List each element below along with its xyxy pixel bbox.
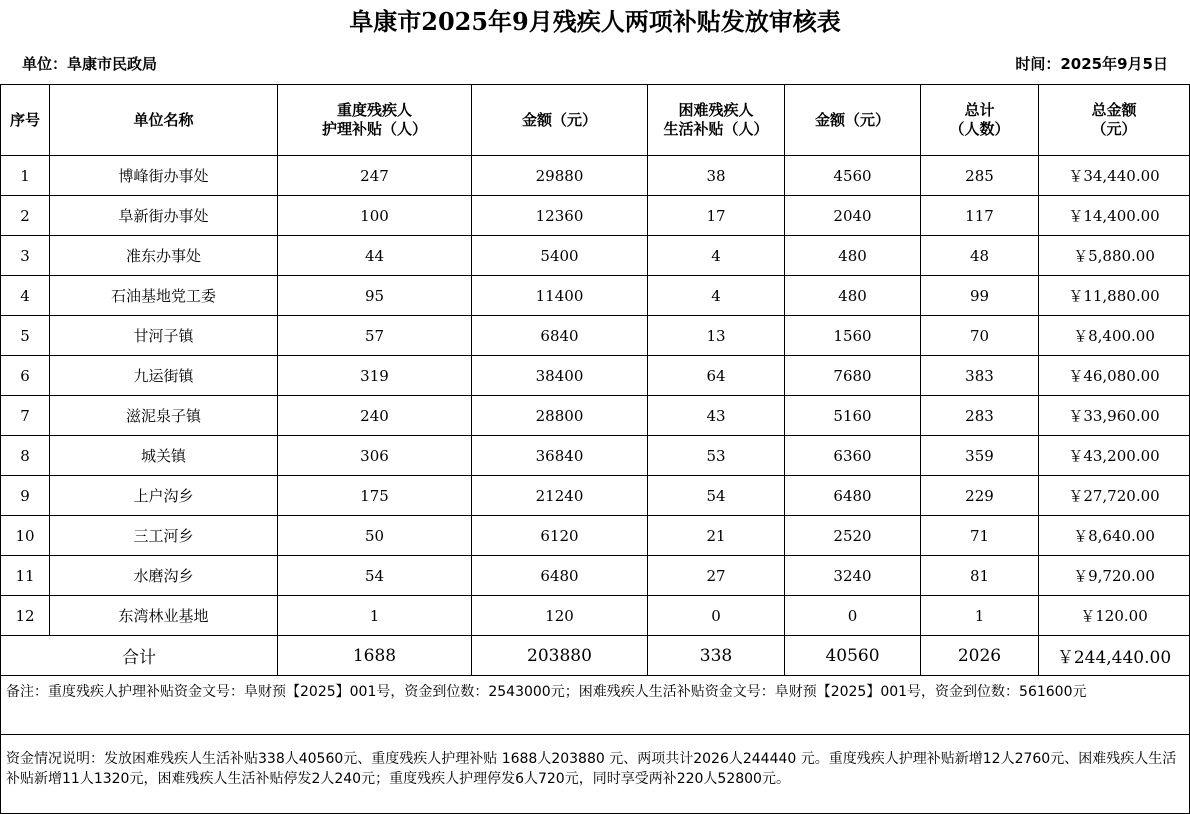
header-hardship-count-line1: 困难残疾人 [678,101,754,119]
header-severe-count-line2: 护理补贴（人） [321,120,427,138]
header-severe-count [278,85,472,156]
cell-seq: 7 [1,396,50,436]
total-severe-amount: 203880 [472,636,648,676]
total-severe-count: 1688 [278,636,472,676]
header-total-amount [1039,85,1190,156]
cell-severe-count: 54 [278,556,472,596]
cell-total-amount: ￥120.00 [1039,596,1190,636]
cell-hardship-count: 13 [648,316,785,356]
header-total-amount-line2: （元） [1091,120,1137,138]
table-row [1,316,1190,356]
header-hardship-amount: 金额（元） [785,85,921,156]
total-label: 合计 [1,636,278,676]
table-row [1,276,1190,316]
cell-severe-count: 44 [278,236,472,276]
cell-hardship-count: 21 [648,516,785,556]
cell-severe-count: 50 [278,516,472,556]
cell-total-amount: ￥11,880.00 [1039,276,1190,316]
cell-seq: 4 [1,276,50,316]
cell-unit-name: 上户沟乡 [50,476,278,516]
cell-unit-name: 准东办事处 [50,236,278,276]
funding-note: 备注：重度残疾人护理补贴资金文号：阜财预【2025】001号，资金到位数：2543000元；困难残疾人生活补贴资金文号：阜财预【2025】001号，资金到位数：561600元 [1,676,1190,735]
cell-hardship-count: 4 [648,276,785,316]
cell-severe-count: 247 [278,156,472,196]
cell-total-amount: ￥34,440.00 [1039,156,1190,196]
table-row [1,516,1190,556]
total-total-amount: ￥244,440.00 [1039,636,1190,676]
cell-hardship-amount: 6360 [785,436,921,476]
cell-severe-amount: 11400 [472,276,648,316]
cell-severe-amount: 6120 [472,516,648,556]
cell-total-count: 99 [921,276,1039,316]
cell-total-count: 117 [921,196,1039,236]
cell-hardship-count: 64 [648,356,785,396]
cell-seq: 5 [1,316,50,356]
cell-unit-name: 水磨沟乡 [50,556,278,596]
cell-severe-amount: 38400 [472,356,648,396]
table-header-row [1,85,1190,156]
cell-unit-name: 甘河子镇 [50,316,278,356]
cell-severe-amount: 28800 [472,396,648,436]
cell-seq: 3 [1,236,50,276]
cell-hardship-count: 38 [648,156,785,196]
cell-hardship-amount: 5160 [785,396,921,436]
cell-total-amount: ￥14,400.00 [1039,196,1190,236]
cell-severe-count: 306 [278,436,472,476]
cell-total-amount: ￥33,960.00 [1039,396,1190,436]
cell-total-amount: ￥8,640.00 [1039,516,1190,556]
cell-seq: 6 [1,356,50,396]
cell-severe-amount: 120 [472,596,648,636]
header-seq: 序号 [1,85,50,156]
cell-hardship-amount: 6480 [785,476,921,516]
cell-severe-count: 57 [278,316,472,356]
cell-total-amount: ￥27,720.00 [1039,476,1190,516]
cell-total-count: 81 [921,556,1039,596]
cell-total-count: 229 [921,476,1039,516]
cell-hardship-count: 0 [648,596,785,636]
cell-hardship-amount: 7680 [785,356,921,396]
cell-hardship-count: 17 [648,196,785,236]
table-row [1,236,1190,276]
unit-label: 单位：阜康市民政局 [22,55,158,73]
cell-total-amount: ￥5,880.00 [1039,236,1190,276]
cell-hardship-amount: 3240 [785,556,921,596]
cell-total-count: 359 [921,436,1039,476]
cell-severe-count: 240 [278,396,472,436]
cell-severe-count: 319 [278,356,472,396]
cell-severe-amount: 6480 [472,556,648,596]
cell-total-amount: ￥43,200.00 [1039,436,1190,476]
cell-total-amount: ￥46,080.00 [1039,356,1190,396]
cell-hardship-amount: 0 [785,596,921,636]
subsidy-table [0,84,1190,814]
total-total-count: 2026 [921,636,1039,676]
funding-explanation: 资金情况说明：发放困难残疾人生活补贴338人40560元、重度残疾人护理补贴 1688人203880 元、两项共计2026人244440 元。重度残疾人护理补贴新增12人2760元、困难残疾人生活补贴新增11人1320元，困难残疾人生活补贴停发2人240元；重度残疾人护理停发6人720元，同时享受两补220人52800元。 [1,735,1190,814]
table-row [1,476,1190,516]
cell-total-count: 70 [921,316,1039,356]
total-hardship-count: 338 [648,636,785,676]
cell-total-amount: ￥8,400.00 [1039,316,1190,356]
cell-unit-name: 阜新街办事处 [50,196,278,236]
cell-seq: 8 [1,436,50,476]
page-title: 阜康市2025年9月残疾人两项补贴发放审核表 [349,7,841,36]
total-hardship-amount: 40560 [785,636,921,676]
cell-hardship-amount: 2520 [785,516,921,556]
cell-hardship-amount: 480 [785,236,921,276]
cell-total-count: 48 [921,236,1039,276]
cell-severe-amount: 36840 [472,436,648,476]
table-row [1,196,1190,236]
cell-total-count: 285 [921,156,1039,196]
header-hardship-count [648,85,785,156]
cell-hardship-amount: 1560 [785,316,921,356]
cell-seq: 12 [1,596,50,636]
header-severe-count-line1: 重度残疾人 [336,101,412,119]
table-row [1,356,1190,396]
cell-unit-name: 城关镇 [50,436,278,476]
cell-unit-name: 东湾林业基地 [50,596,278,636]
cell-severe-count: 100 [278,196,472,236]
explanation-row [1,735,1190,814]
header-total-count [921,85,1039,156]
header-total-count-line2: （人数） [949,120,1010,138]
cell-unit-name: 九运街镇 [50,356,278,396]
cell-hardship-count: 27 [648,556,785,596]
header-total-amount-line1: 总金额 [1091,101,1137,119]
cell-seq: 9 [1,476,50,516]
cell-severe-count: 1 [278,596,472,636]
cell-unit-name: 博峰街办事处 [50,156,278,196]
cell-seq: 1 [1,156,50,196]
cell-unit-name: 滋泥泉子镇 [50,396,278,436]
cell-unit-name: 三工河乡 [50,516,278,556]
cell-hardship-amount: 480 [785,276,921,316]
header-severe-amount: 金额（元） [472,85,648,156]
table-row [1,436,1190,476]
cell-hardship-amount: 2040 [785,196,921,236]
cell-total-count: 71 [921,516,1039,556]
cell-severe-amount: 5400 [472,236,648,276]
cell-hardship-count: 4 [648,236,785,276]
cell-hardship-count: 43 [648,396,785,436]
table-row [1,556,1190,596]
cell-total-count: 1 [921,596,1039,636]
header-hardship-count-line2: 生活补贴（人） [663,120,769,138]
table-row [1,156,1190,196]
cell-total-count: 383 [921,356,1039,396]
note-row [1,676,1190,735]
cell-total-count: 283 [921,396,1039,436]
cell-severe-count: 95 [278,276,472,316]
cell-severe-amount: 29880 [472,156,648,196]
cell-hardship-count: 53 [648,436,785,476]
cell-seq: 10 [1,516,50,556]
cell-severe-count: 175 [278,476,472,516]
date-label: 时间：2025年9月5日 [1015,55,1168,73]
table-row [1,396,1190,436]
cell-severe-amount: 21240 [472,476,648,516]
table-row [1,596,1190,636]
cell-hardship-amount: 4560 [785,156,921,196]
header-total-count-line1: 总计 [964,101,995,119]
cell-unit-name: 石油基地党工委 [50,276,278,316]
cell-hardship-count: 54 [648,476,785,516]
header-unit-name: 单位名称 [50,85,278,156]
cell-severe-amount: 6840 [472,316,648,356]
cell-seq: 11 [1,556,50,596]
cell-seq: 2 [1,196,50,236]
total-row [1,636,1190,676]
cell-severe-amount: 12360 [472,196,648,236]
cell-total-amount: ￥9,720.00 [1039,556,1190,596]
